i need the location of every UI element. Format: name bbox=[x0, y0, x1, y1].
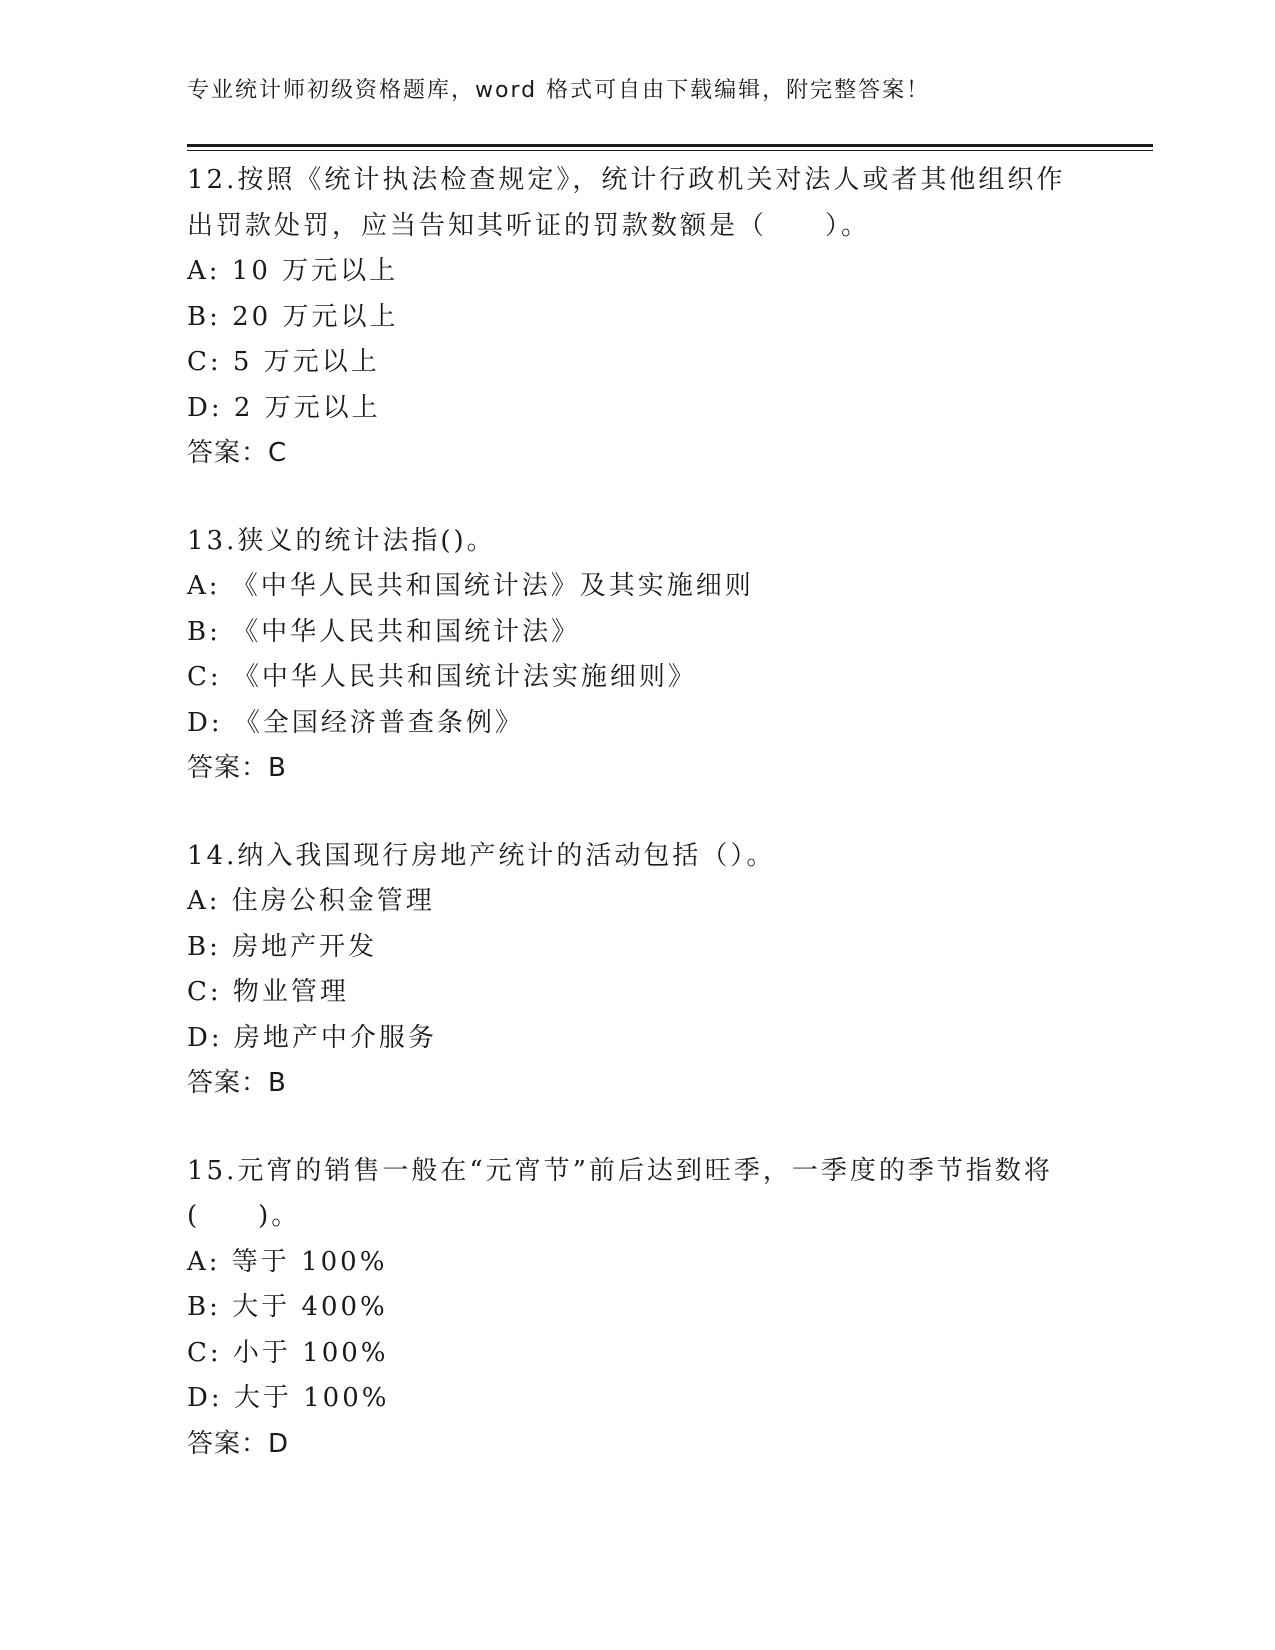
option-c: C: 5 万元以上 bbox=[187, 347, 380, 377]
question-stem-line: ( )。 bbox=[187, 1201, 301, 1231]
header-divider-thick bbox=[187, 144, 1153, 147]
option-b: B: 《中华人民共和国统计法》 bbox=[187, 616, 581, 647]
option-c: C: 小于 100% bbox=[187, 1337, 389, 1368]
question-stem-line: 出罚款处罚，应当告知其听证的罚款数额是（ ）。 bbox=[187, 210, 871, 241]
page-header: 专业统计师初级资格题库，word 格式可自由下载编辑，附完整答案！ bbox=[187, 78, 931, 103]
option-d: D: 大于 100% bbox=[187, 1383, 390, 1413]
answer: 答案：C bbox=[187, 438, 288, 468]
option-c: C: 《中华人民共和国统计法实施细则》 bbox=[187, 662, 697, 692]
option-b: B: 20 万元以上 bbox=[187, 301, 399, 332]
question-14 bbox=[187, 834, 1087, 1107]
option-d: D: 房地产中介服务 bbox=[187, 1022, 437, 1053]
option-d: D: 2 万元以上 bbox=[187, 392, 381, 423]
option-c: C: 物业管理 bbox=[187, 977, 349, 1007]
question-list bbox=[187, 158, 1087, 1509]
option-d: D: 《全国经济普查条例》 bbox=[187, 707, 524, 738]
header-divider-thin bbox=[187, 150, 1153, 151]
answer: 答案：B bbox=[187, 753, 287, 783]
answer: 答案：B bbox=[187, 1068, 287, 1098]
question-15 bbox=[187, 1149, 1087, 1468]
answer: 答案：D bbox=[187, 1428, 290, 1459]
option-b: B: 房地产开发 bbox=[187, 931, 378, 962]
question-stem-line: 14.纳入我国现行房地产统计的活动包括（）。 bbox=[187, 840, 776, 871]
question-12 bbox=[187, 158, 1087, 477]
question-stem-line: 12.按照《统计执法检查规定》，统计行政机关对法人或者其他组织作 bbox=[187, 165, 1066, 195]
option-a: A: 住房公积金管理 bbox=[187, 886, 435, 916]
option-b: B: 大于 400% bbox=[187, 1292, 388, 1322]
option-a: A: 《中华人民共和国统计法》及其实施细则 bbox=[187, 571, 754, 601]
question-13 bbox=[187, 519, 1087, 792]
question-stem-line: 13.狭义的统计法指()。 bbox=[187, 525, 496, 556]
option-a: A: 等于 100% bbox=[187, 1246, 388, 1277]
option-a: A: 10 万元以上 bbox=[187, 256, 399, 286]
question-stem-line: 15.元宵的销售一般在“元宵节”前后达到旺季，一季度的季节指数将 bbox=[187, 1155, 1053, 1186]
